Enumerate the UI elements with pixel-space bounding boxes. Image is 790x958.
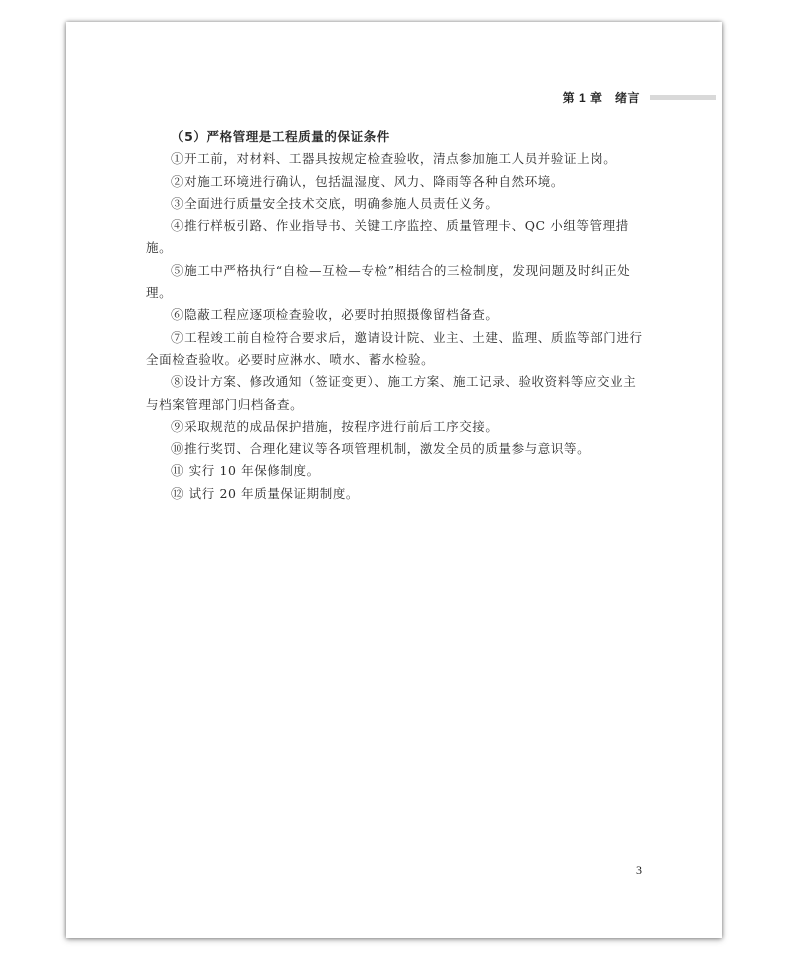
list-item-7: ⑦工程竣工前自检符合要求后，邀请设计院、业主、土建、监理、质监等部门进行全面检查验收。必要时应淋水、喷水、蓄水检验。 bbox=[146, 329, 643, 367]
page-number: 3 bbox=[636, 863, 642, 877]
section-body bbox=[146, 126, 646, 505]
list-item-12: ⑫ 试行 20 年质量保证期制度。 bbox=[171, 485, 360, 501]
list-item-2: ②对施工环境进行确认，包括温湿度、风力、降雨等各种自然环境。 bbox=[171, 173, 565, 189]
running-head-bar bbox=[650, 95, 716, 100]
section-heading: （5）严格管理是工程质量的保证条件 bbox=[171, 129, 390, 144]
list-item-4: ④推行样板引路、作业指导书、关键工序监控、质量管理卡、QC 小组等管理措施。 bbox=[146, 218, 629, 256]
list-item-9: ⑨采取规范的成品保护措施，按程序进行前后工序交接。 bbox=[171, 418, 499, 434]
book-page bbox=[66, 22, 722, 938]
list-item-6: ⑥隐蔽工程应逐项检查验收，必要时拍照摄像留档备查。 bbox=[171, 307, 499, 323]
running-head bbox=[66, 89, 722, 109]
list-item-5: ⑤施工中严格执行“自检—互检—专检”相结合的三检制度，发现问题及时纠正处理。 bbox=[146, 262, 631, 301]
list-item-3: ③全面进行质量安全技术交底，明确参施人员责任义务。 bbox=[171, 195, 499, 211]
list-item-8: ⑧设计方案、修改通知（签证变更）、施工方案、施工记录、验收资料等应交业主与档案管理部门归档备查。 bbox=[146, 374, 637, 412]
list-item-11: ⑪ 实行 10 年保修制度。 bbox=[171, 463, 320, 479]
list-item-10: ⑩推行奖罚、合理化建议等各项管理机制，激发全员的质量参与意识等。 bbox=[171, 441, 591, 457]
chapter-title: 第 1 章 绪言 bbox=[562, 91, 640, 105]
list-item-1: ①开工前，对材料、工器具按规定检查验收，清点参加施工人员并验证上岗。 bbox=[171, 151, 617, 167]
